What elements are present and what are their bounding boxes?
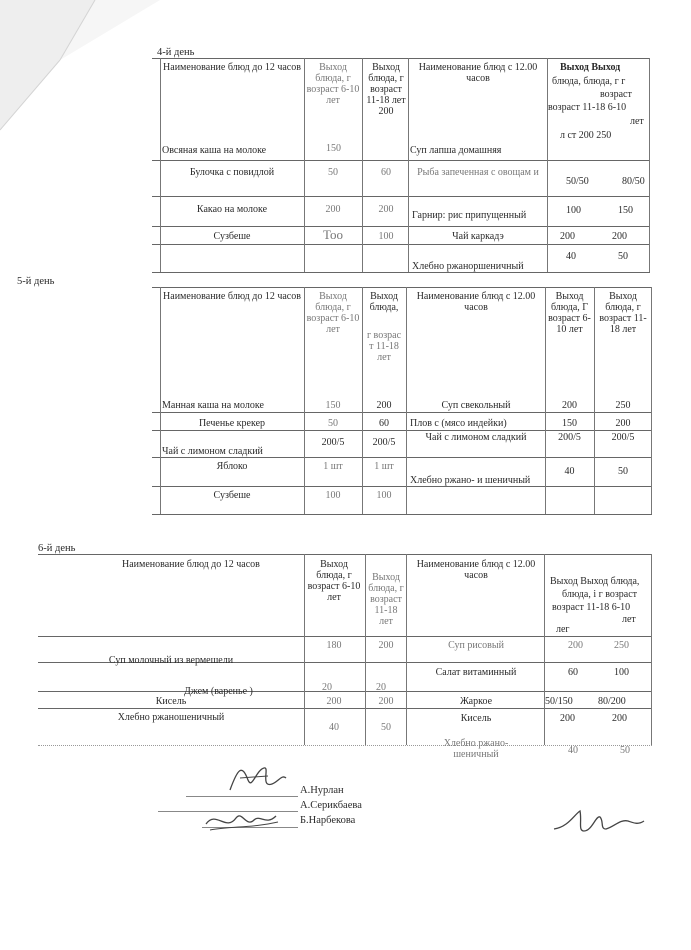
day6-row3-yield-11-18: 200 <box>378 696 394 707</box>
day4-title: 4-й день <box>157 47 195 58</box>
day6-row3-lunch: Жаркое <box>459 696 493 707</box>
day5-header-yield-11-18-lunch: Выход блюда, г возраст 11-18 лет <box>599 291 647 335</box>
handwritten-signature-1 <box>220 760 290 800</box>
day4-row4-yield-b: 200 <box>612 231 627 242</box>
day6-row3-yield-a: 50/150 <box>545 696 573 707</box>
day6-row5-yield-a: 40 <box>568 745 578 756</box>
day4-row1-breakfast: Овсяная каша на молоке <box>162 145 267 156</box>
day5-header-yield-6-10-lunch: Выход блюда, Г возраст 6-10 лет <box>548 291 591 335</box>
day6-row1-yield-a: 200 <box>568 640 583 651</box>
day6-header-yield-b: блюда, і г возраст <box>562 589 638 600</box>
day4-row5-lunch: Хлебно ржаноршеничный <box>412 261 524 272</box>
signature-name-2: А.Серикбаева <box>300 800 362 811</box>
day4-row4-yield-a: 200 <box>560 231 575 242</box>
day4-row1-lunch: Суп лапша домашняя <box>410 145 502 156</box>
day5-header-yield-11-18-b: г возрас т 11-18 лет <box>366 330 402 363</box>
day4-header-name-after-12: Наименование блюд с 12.00 часов <box>418 62 538 84</box>
day5-row4-yield-11-18: 1 шт <box>374 461 394 472</box>
day4-row1-yield-6-10: 150 <box>326 143 341 154</box>
day5-row4-lunch: Хлебно ржано- и шеничный <box>410 475 531 486</box>
day4-row3-lunch: Гарнир: рис припущенный <box>412 210 527 221</box>
day6-row1-yield-11-18: 200 <box>378 640 394 651</box>
day4-header-name-before-12: Наименование блюд до 12 часов <box>163 62 301 73</box>
day4-row3-yield-b: 150 <box>618 205 633 216</box>
day4-row4-breakfast: Сузбеше <box>213 231 251 242</box>
day5-row3-yield-b: 200/5 <box>611 432 635 443</box>
day6-row3-breakfast: Кисель <box>155 696 187 707</box>
day6-row2-yield-11-18: 20 <box>376 682 386 693</box>
day6-header-yield-e: лег <box>556 624 570 635</box>
day4-header-yield-f: л ст 200 250 <box>560 130 612 141</box>
day6-row4-yield-b: 200 <box>612 713 627 724</box>
day6-header-yield-d: лет <box>622 614 636 625</box>
day4-header-yield-a: Выход Выход <box>560 62 621 73</box>
day5-row1-breakfast: Манная каша на молоке <box>162 400 264 411</box>
day6-row5-lunch: Хлебно ржано- шеничный <box>443 738 509 760</box>
day5-row3-breakfast: Чай с лимоном сладкий <box>162 446 263 457</box>
day5-row5-breakfast: Сузбеше <box>213 490 251 501</box>
day6-row3-yield-6-10: 200 <box>326 696 342 707</box>
day6-header-yield-c: возраст 11-18 6-10 <box>552 602 631 613</box>
day6-row2-yield-a: 60 <box>568 667 578 678</box>
day5-row2-breakfast: Печенье крекер <box>198 418 266 429</box>
day6-row5-yield-b: 50 <box>620 745 630 756</box>
day5-header-name-before-12: Наименование блюд до 12 часов <box>163 291 301 302</box>
day5-row1-yield-a: 200 <box>562 400 577 411</box>
day6-row3-yield-b: 80/200 <box>598 696 626 707</box>
day6-header-yield-a: Выход Выход блюда, <box>550 576 640 587</box>
day5-row2-yield-b: 200 <box>615 418 631 429</box>
day4-header-yield-c: возраст <box>600 89 632 100</box>
day4-row2-yield-6-10: 50 <box>328 167 338 178</box>
day4-row3-yield-6-10: 200 <box>325 204 341 215</box>
day6-row1-breakfast: Суп молочный из вермешели <box>108 655 234 666</box>
day4-row4-yield-11-18: 100 <box>378 231 394 242</box>
day5-row3-yield-6-10: 200/5 <box>321 437 345 448</box>
day5-row3-yield-a: 200/5 <box>558 432 581 443</box>
day5-row3-lunch: Чай с лимоном сладкий <box>425 432 527 443</box>
day4-row3-yield-11-18: 200 <box>378 204 394 215</box>
handwritten-signature-3 <box>548 805 648 840</box>
day5-row2-lunch: Плов с (мясо индейки) <box>410 418 507 429</box>
day4-row4-lunch: Чай каркадэ <box>452 231 504 242</box>
day4-header-yield-b: блюда, блюда, г г <box>552 76 626 87</box>
day6-row1-lunch: Суп рисовый <box>448 640 504 651</box>
day5-row4-yield-6-10: 1 шт <box>323 461 343 472</box>
day6-header-name-after-12: Наименование блюд с 12.00 часов <box>416 559 536 581</box>
day4-row2-lunch: Рыба запеченная с овощам и <box>417 167 539 178</box>
signature-name-1: А.Нурлан <box>300 785 344 796</box>
day4-row2-breakfast: Булочка с повидлой <box>189 167 275 178</box>
day6-row1-yield-6-10: 180 <box>326 640 342 651</box>
handwritten-signature-2 <box>202 806 282 836</box>
day5-title: 5-й день <box>17 276 55 287</box>
day6-header-yield-11-18: Выход блюда, г возраст 11-18 лет <box>368 572 404 627</box>
day5-row5-yield-11-18: 100 <box>376 490 392 501</box>
day5-row4-breakfast: Яблоко <box>216 461 248 472</box>
day4-row4-yield-6-10: Тоо <box>323 227 343 242</box>
day6-row4-yield-a: 200 <box>560 713 575 724</box>
day5-header-yield-6-10: Выход блюда, г возраст 6-10 лет <box>306 291 360 335</box>
day5-row5-yield-6-10: 100 <box>325 490 341 501</box>
day5-row2-yield-11-18: 60 <box>379 418 389 429</box>
day6-row1-yield-b: 250 <box>614 640 629 651</box>
day4-row5-yield-a: 40 <box>566 251 576 262</box>
day4-row2-yield-11-18: 60 <box>381 167 391 178</box>
day5-row1-yield-b: 250 <box>615 400 631 411</box>
day6-header-yield-6-10: Выход блюда, г возраст 6-10 лет <box>307 559 361 603</box>
day4-row2-yield-b: 80/50 <box>622 176 645 187</box>
day5-row2-yield-a: 150 <box>562 418 577 429</box>
day6-row2-yield-b: 100 <box>614 667 629 678</box>
signature-name-3: Б.Нарбекова <box>300 815 356 826</box>
day5-row2-yield-6-10: 50 <box>328 418 338 429</box>
day5-row3-yield-11-18: 200/5 <box>372 437 396 448</box>
day4-row5-yield-b: 50 <box>618 251 628 262</box>
day5-row4-yield-b: 50 <box>618 466 628 477</box>
day6-row4-breakfast: Хлебно ржаношеничный <box>117 712 225 723</box>
day5-row1-lunch: Суп свекольный <box>441 400 511 411</box>
day4-header-yield-d: возраст 11-18 6-10 <box>548 102 627 113</box>
day5-header-yield-11-18-a: Выход блюда, <box>369 291 399 313</box>
folded-corner <box>0 0 200 160</box>
day6-row4-yield-11-18: 50 <box>381 722 391 733</box>
day4-row2-yield-a: 50/50 <box>566 176 589 187</box>
day6-header-name-before-12: Наименование блюд до 12 часов <box>122 559 260 570</box>
day5-row4-yield-a: 40 <box>564 466 575 477</box>
day6-row2-yield-6-10: 20 <box>322 682 332 693</box>
day6-row2-breakfast: Джем (варенье ) <box>184 686 253 697</box>
day6-title: 6-й день <box>38 543 76 554</box>
day5-row1-yield-11-18: 200 <box>376 400 392 411</box>
day4-row3-yield-a: 100 <box>566 205 581 216</box>
day6-row4-yield-6-10: 40 <box>329 722 339 733</box>
day4-row3-breakfast: Какао на молоке <box>196 204 268 215</box>
day6-row4-lunch: Кисель <box>460 713 492 724</box>
day5-row1-yield-6-10: 150 <box>325 400 341 411</box>
day6-row2-lunch: Салат витаминный <box>435 667 517 678</box>
day4-header-yield-6-10: Выход блюда, г возраст 6-10 лет <box>306 62 360 106</box>
day4-header-yield-e: лет <box>630 116 644 127</box>
day4-header-yield-11-18: Выход блюда, г возраст 11-18 лет 200 <box>366 62 406 117</box>
day5-header-name-after-12: Наименование блюд с 12.00 часов <box>416 291 536 313</box>
